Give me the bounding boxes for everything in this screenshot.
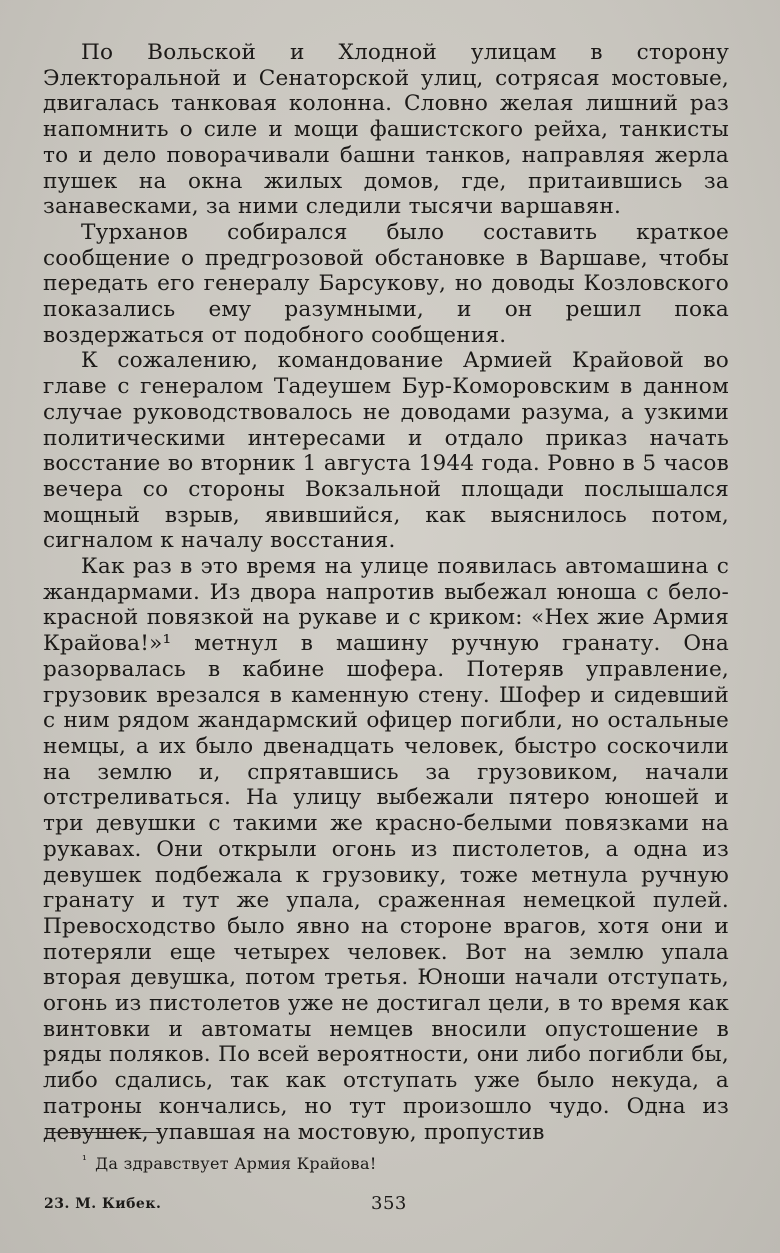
footnote-marker: ¹ (82, 1153, 88, 1167)
printer-signature: 23. М. Кибек. (44, 1196, 162, 1212)
page-number: 353 (371, 1193, 407, 1214)
footnote-text: Да здравствует Армия Крайова! (95, 1154, 377, 1173)
body-text (43, 40, 729, 1145)
paragraph-4: Как раз в это время на улице появилась автомашина с жандармами. Из двора напротив выбежал юноша с бело-красной повязкой на рукаве и с криком: «Нех жие Армия Крайова!»¹ метнул в машину ручную гранату. Она разорвалась в кабине шофера. Потеряв управление, грузовик врезался в каменную стену. Шофер и сидевший с ним рядом жандармский офицер погибли, но остальные немцы, а их было двенадцать человек, быстро соскочили на землю и, спрятавшись за грузовиком, начали отстреливаться. На улицу выбежали пятеро юношей и три девушки с такими же красно-белыми повязками на рукавах. Они открыли огонь из пистолетов, а одна из девушек подбежала к грузовику, тоже метнула ручную гранату и тут же упала, сраженная немецкой пулей. Превосходство было явно на стороне врагов, хотя они и потеряли еще четырех человек. Вот на землю упала вторая девушка, потом третья. Юноши начали отступать, огонь из пистолетов уже не достигал цели, в то время как винтовки и автоматы немцев вносили опустошение в ряды поляков. По всей вероятности, они либо погибли бы, либо сдались, так как отступать уже было некуда, а патроны кончались, но тут произошло чудо. Одна из девушек, упавшая на мостовую, пропустив (43, 554, 729, 1145)
paragraph-1: По Вольской и Хлодной улицам в сторону Электоральной и Сенаторской улиц, сотрясая мостовые, двигалась танковая колонна. Словно желая лишний раз напомнить о силе и мощи фашистского рейха, танкисты то и дело поворачивали башни танков, направляя жерла пушек на окна жилых домов, где, притаившись за занавесками, за ними следили тысячи варшавян. (43, 40, 729, 220)
footnote-divider (47, 1132, 161, 1133)
footnote (82, 1153, 377, 1173)
paragraph-3: К сожалению, командование Армией Крайовой во главе с генералом Тадеушем Бур-Коморовским в данном случае руководствовалось не доводами разума, а узкими политическими интересами и отдало приказ начать восстание во вторник 1 августа 1944 года. Ровно в 5 часов вечера со стороны Вокзальной площади послышался мощный взрыв, явившийся, как выяснилось потом, сигналом к началу восстания. (43, 348, 729, 554)
paragraph-2: Турханов собирался было составить краткое сообщение о предгрозовой обстановке в Варшаве, чтобы передать его генералу Барсукову, но доводы Козловского показались ему разумными, и он решил пока воздержаться от подобного сообщения. (43, 219, 729, 348)
